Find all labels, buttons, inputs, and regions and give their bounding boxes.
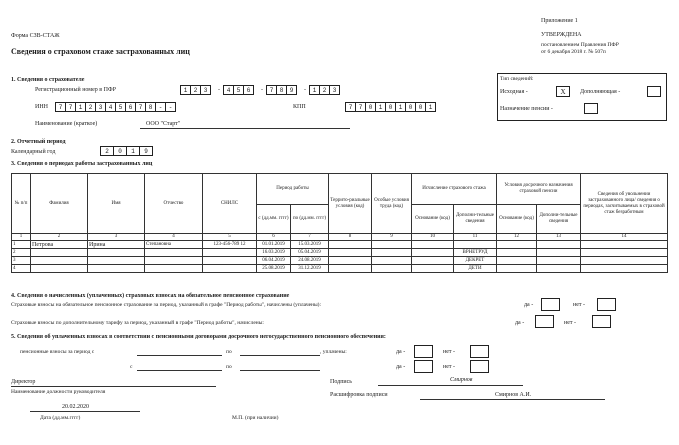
- page-title: Сведения о страховом стаже застрахованных лиц: [11, 47, 190, 56]
- section-4-title: 4. Сведения о начисленных (уплаченных) страховых взносах на обязательное пенсионное страхование: [11, 293, 290, 299]
- inn-label: ИНН: [35, 104, 48, 110]
- col-to-header: по (дд.мм. гггг): [291, 205, 329, 234]
- sign-date[interactable]: 20.02.2020: [62, 404, 89, 410]
- col-calc-basis-header: Основание (код): [412, 205, 454, 234]
- date-underline: [30, 411, 140, 412]
- col-special-header: Особые условия труда (код): [372, 174, 412, 234]
- table-row[interactable]: 3 06.04.2019 24.08.2019 ДЕКРЕТ: [12, 257, 668, 265]
- col-territorial-header: Террито-риальные условия (код): [329, 174, 372, 234]
- work-periods-table: [11, 173, 668, 273]
- nonstate-to-field-1[interactable]: [240, 355, 320, 356]
- contrib-2-no-box[interactable]: [592, 315, 611, 328]
- col-dismissal-header: Сведения об увольнении застрахованного лица/ сведения о периодах, засчитываемых в страховой стаж безработным: [581, 174, 668, 234]
- col-patronymic-header: Отчество: [145, 174, 203, 234]
- additional-label: Дополняющая -: [580, 89, 621, 95]
- info-type-label: Тип сведений:: [500, 76, 534, 82]
- appendix-label: Приложение 1: [541, 18, 578, 24]
- col-num-header: № п/п: [12, 174, 31, 234]
- contrib-1-yes-label: да -: [524, 302, 534, 308]
- section-1-title: 1. Сведения о страхователе: [11, 77, 85, 83]
- col-calc-extra-header: Дополни-тельные сведения: [454, 205, 497, 234]
- year-field[interactable]: 2 0 1 9: [100, 146, 152, 156]
- contrib-2-no-label: нет -: [564, 320, 576, 326]
- pension-label: Назначение пенсии -: [500, 106, 553, 112]
- nonstate-period-label: пенсионные взносы за период с: [20, 349, 95, 355]
- initial-label: Исходная -: [500, 89, 528, 95]
- short-name-label: Наименование (краткое): [35, 121, 98, 127]
- nonstate-from-field-2[interactable]: [137, 370, 222, 371]
- nonstate-to-label-2: по: [226, 364, 232, 370]
- table-row[interactable]: 4 25.08.2019 31.12.2019 ДЕТИ: [12, 265, 668, 273]
- additional-checkbox[interactable]: [647, 86, 661, 97]
- contrib-line-2: Страховые взносы по дополнительному тарифу за период, указанный в графе "Период работы", начислены:: [11, 320, 264, 326]
- form-code: Форма СЗВ-СТАЖ: [11, 33, 60, 39]
- column-numbers-row: 1 2 3 4 5 6 7 8 9 10 11 12 13 14: [12, 234, 668, 241]
- signature-underline: [378, 385, 523, 386]
- nonstate-2-no-box[interactable]: [470, 360, 489, 373]
- section-5-title: 5. Сведения об уплаченных взносах в соответствии с пенсионными договорами досрочного негосударственного пенсионного обеспечения:: [11, 334, 386, 340]
- nonstate-2-yes-label: да -: [396, 364, 406, 370]
- reg-number-label: Регистрационный номер в ПФР: [35, 87, 116, 93]
- nonstate-2-no-label: нет -: [443, 364, 455, 370]
- decode-underline: [420, 399, 605, 400]
- contrib-1-no-label: нет -: [573, 302, 585, 308]
- short-name-underline: [140, 128, 350, 129]
- col-early-basis-header: Основание (код): [497, 205, 537, 234]
- reg-number-field[interactable]: 1 2 3 - 4 5 6 - 7 8 9 - 1 2 3: [180, 85, 339, 95]
- col-surname-header: Фамилия: [31, 174, 88, 234]
- seal-caption: М.П. (при наличии): [232, 415, 279, 421]
- nonstate-1-yes-box[interactable]: [414, 345, 433, 358]
- pension-checkbox[interactable]: [584, 103, 598, 114]
- col-calc-header: Исчисление страхового стажа: [412, 174, 497, 205]
- col-early-header: Условия досрочного назначения страховой пенсии: [497, 174, 581, 205]
- contrib-2-yes-label: да -: [515, 320, 525, 326]
- date-caption: Дата (дд.мм.гггг): [40, 415, 81, 421]
- nonstate-1-no-box[interactable]: [470, 345, 489, 358]
- approved-by: постановлением Правления ПФР: [541, 42, 619, 48]
- short-name-value[interactable]: ООО "Старт": [146, 121, 181, 127]
- table-row[interactable]: 2 16.03.2019 05.04.2019 ВРНЕТРУД: [12, 249, 668, 257]
- nonstate-paid-label: , уплачены:: [320, 349, 347, 355]
- contrib-1-yes-box[interactable]: [541, 298, 560, 311]
- section-3-title: 3. Сведения о периодах работы застрахованных лиц: [11, 161, 153, 167]
- nonstate-to-field-2[interactable]: [240, 370, 320, 371]
- contrib-line-1: Страховые взносы на обязательное пенсионное страхование за период, указанный в графе "Период работы", начислены (уплачены):: [11, 302, 322, 308]
- signature-value[interactable]: Смирнов: [450, 377, 473, 383]
- inn-field[interactable]: 7 7 1 2 3 4 5 6 7 8 - -: [55, 102, 175, 112]
- nonstate-2-yes-box[interactable]: [414, 360, 433, 373]
- col-period-header: Период работы: [257, 174, 329, 205]
- nonstate-1-yes-label: да -: [396, 349, 406, 355]
- col-from-header: с (дд.мм. гггг): [257, 205, 291, 234]
- position-underline: [11, 386, 216, 387]
- col-early-extra-header: Дополни-тельные сведения: [537, 205, 581, 234]
- section-2-title: 2. Отчетный период: [11, 139, 66, 145]
- decode-label: Расшифровка подписи: [330, 392, 388, 398]
- approved-label: УТВЕРЖДЕНА: [541, 32, 582, 38]
- col-snils-header: СНИЛС: [203, 174, 257, 234]
- director-position[interactable]: Директор: [11, 379, 36, 385]
- position-caption: Наименование должности руководителя: [11, 389, 106, 395]
- contrib-1-no-box[interactable]: [597, 298, 616, 311]
- decode-value[interactable]: Смирнов А.И.: [495, 392, 532, 398]
- kpp-label: КПП: [293, 104, 306, 110]
- signature-label: Подпись: [330, 379, 353, 385]
- year-label: Календарный год: [11, 149, 56, 155]
- nonstate-with-label: с: [130, 364, 133, 370]
- table-row[interactable]: 1 Петрова Ирина Степановна 123-456-789 12 01.01.2019 15.03.2019: [12, 241, 668, 249]
- nonstate-to-label-1: по: [226, 349, 232, 355]
- kpp-field[interactable]: 7 7 0 1 0 1 0 0 1: [345, 102, 435, 112]
- initial-checkbox[interactable]: X: [556, 86, 570, 97]
- contrib-2-yes-box[interactable]: [535, 315, 554, 328]
- nonstate-from-field-1[interactable]: [137, 355, 222, 356]
- col-name-header: Имя: [88, 174, 145, 234]
- approved-date: от 6 декабря 2018 г. № 507п: [541, 49, 606, 55]
- nonstate-1-no-label: нет -: [443, 349, 455, 355]
